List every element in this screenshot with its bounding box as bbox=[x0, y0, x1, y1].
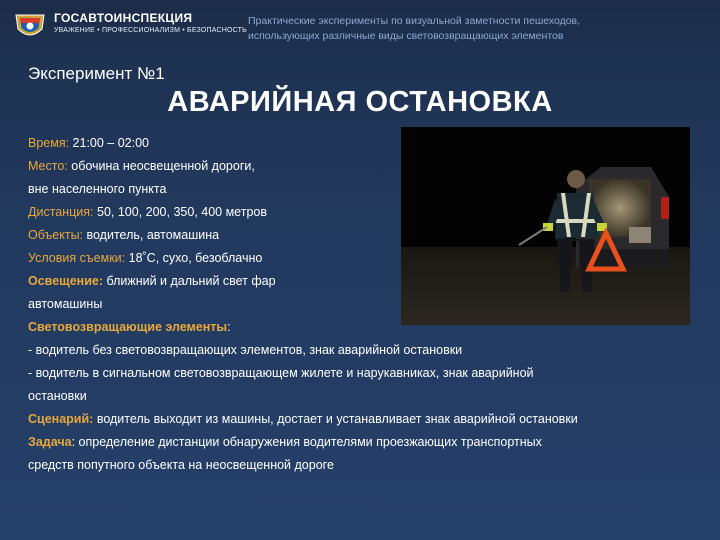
scenario-label: Сценарий: bbox=[28, 412, 94, 426]
task-label: Задача bbox=[28, 435, 72, 449]
brand-slogan: УВАЖЕНИЕ • ПРОФЕССИОНАЛИЗМ • БЕЗОПАСНОСТЬ bbox=[54, 27, 247, 34]
header-description-line: использующих различные виды световозвращающих элементов bbox=[248, 30, 564, 42]
detail-conditions bbox=[28, 247, 578, 270]
experiment-details bbox=[28, 132, 578, 477]
objects-label: Объекты: bbox=[28, 228, 84, 242]
detail-lighting-continued: автомашины bbox=[28, 297, 103, 311]
reflective-colon: : bbox=[227, 320, 231, 334]
detail-scenario bbox=[28, 408, 578, 431]
detail-task-continued: средств попутного объекта на неосвещенной дороге bbox=[28, 458, 334, 472]
reflective-label: Световозвращающие элементы bbox=[28, 320, 228, 334]
detail-place bbox=[28, 155, 578, 178]
gai-emblem-icon bbox=[12, 9, 48, 41]
detail-objects bbox=[28, 224, 578, 247]
scenario-value: водитель выходит из машины, достает и устанавливает знак аварийной остановки bbox=[93, 412, 578, 426]
place-label: Место: bbox=[28, 159, 68, 173]
detail-place-continued: вне населенного пункта bbox=[28, 182, 167, 196]
header-description bbox=[248, 14, 688, 44]
conditions-label: Условия съемки: bbox=[28, 251, 126, 265]
detail-distance bbox=[28, 201, 578, 224]
detail-task bbox=[28, 431, 578, 454]
conditions-value: 18˚С, сухо, безоблачно bbox=[125, 251, 263, 265]
place-value: обочина неосвещенной дороги, bbox=[67, 159, 255, 173]
reflective-item: - водитель без световозвращающих элементов, знак аварийной остановки bbox=[28, 343, 463, 357]
experiment-label: Эксперимент №1 bbox=[28, 64, 165, 83]
lighting-value: ближний и дальний свет фар bbox=[103, 274, 276, 288]
distance-value: 50, 100, 200, 350, 400 метров bbox=[93, 205, 267, 219]
detail-time bbox=[28, 132, 578, 155]
detail-lighting bbox=[28, 270, 578, 293]
objects-value: водитель, автомашина bbox=[83, 228, 220, 242]
time-value: 21:00 – 02:00 bbox=[69, 136, 150, 150]
header-description-line: Практические эксперименты по визуальной заметности пешеходов, bbox=[248, 15, 581, 27]
reflective-item: - водитель в сигнальном световозвращающем жилете и нарукавниках, знак аварийной bbox=[28, 366, 534, 380]
detail-reflective bbox=[28, 316, 578, 339]
reflective-item-continued: остановки bbox=[28, 389, 87, 403]
brand-title: ГОСАВТОИНСПЕКЦИЯ bbox=[54, 11, 193, 25]
lighting-label: Освещение: bbox=[28, 274, 103, 288]
page-title: АВАРИЙНАЯ ОСТАНОВКА bbox=[167, 86, 553, 118]
header-bar bbox=[0, 0, 720, 58]
task-value: : определение дистанции обнаружения водителями проезжающих транспортных bbox=[71, 435, 542, 449]
distance-label: Дистанция: bbox=[28, 205, 94, 219]
time-label: Время: bbox=[28, 136, 70, 150]
